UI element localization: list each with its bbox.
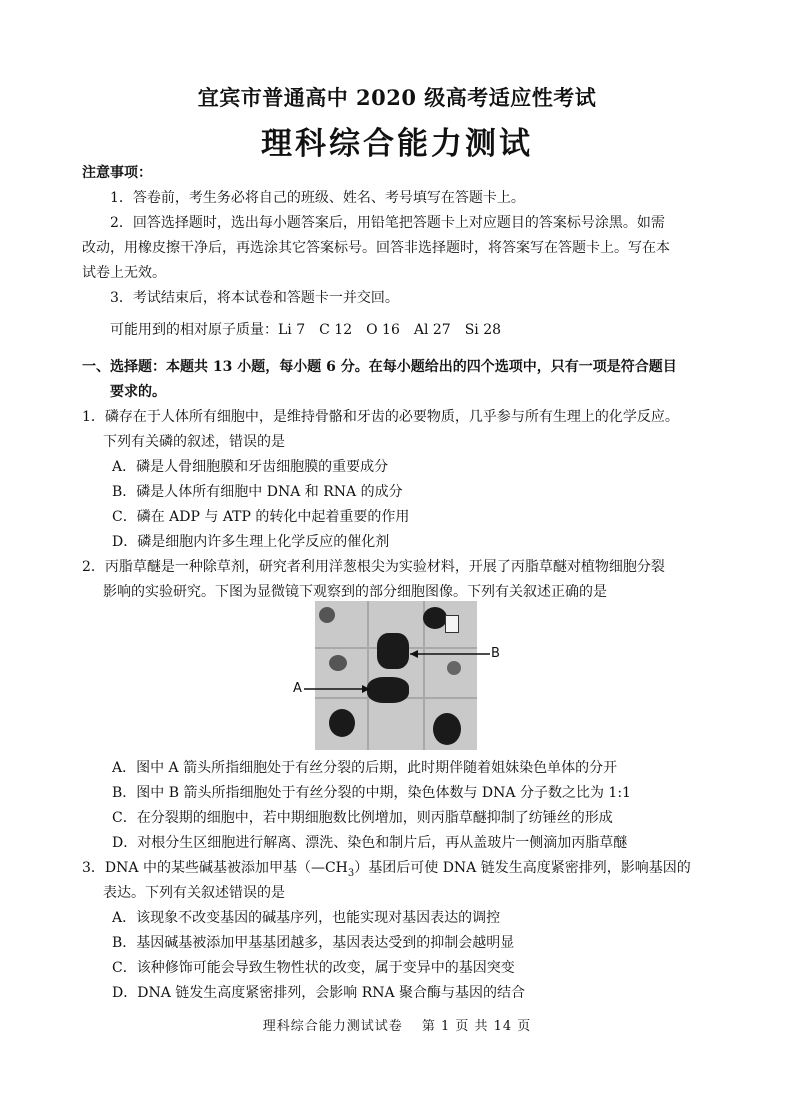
q1-stem-line2: 下列有关磷的叙述，错误的是 <box>103 434 285 450</box>
q1-option-a: A．磷是人骨细胞膜和牙齿细胞膜的重要成分 <box>112 459 389 475</box>
q2-option-c: C．在分裂期的细胞中，若中期细胞数比例增加，则丙脂草醚抑制了纺锤丝的形成 <box>112 810 613 826</box>
notes-item-2-line1: 2．回答选择题时，选出每小题答案后，用铅笔把答题卡上对应题目的答案标号涂黑。如需 <box>110 215 665 231</box>
notes-heading: 注意事项： <box>82 165 152 181</box>
notes-item-2-line3: 试卷上无效。 <box>82 265 166 281</box>
notes-item-1: 1．答卷前，考生务必将自己的班级、姓名、考号填写在答题卡上。 <box>110 190 525 206</box>
exam-title: 宜宾市普通高中 2020 级高考适应性考试 <box>197 85 597 110</box>
q1-option-c: C．磷在 ADP 与 ATP 的转化中起着重要的作用 <box>112 509 410 525</box>
q3-option-b: B．基因碱基被添加甲基基团越多，基因表达受到的抑制会越明显 <box>112 935 515 951</box>
figure-arrows <box>290 640 500 710</box>
section-heading-line2: 要求的。 <box>110 384 166 400</box>
figure-label-b: B <box>491 646 500 661</box>
notes-item-2-line2: 改动，用橡皮擦干净后，再选涂其它答案标号。回答非选择题时，将答案写在答题卡上。写在本 <box>82 240 670 256</box>
exam-subject-title: 理科综合能力测试 <box>261 126 533 162</box>
q3-option-c: C．该种修饰可能会导致生物性状的改变，属于变异中的基因突变 <box>112 960 515 976</box>
q3-stem-line1: 3．DNA 中的某些碱基被添加甲基$(—CH_3)$基团后可使 DNA 链发生高度紧密排列，影响基因的 <box>82 860 691 879</box>
q2-stem-line2: 影响的实验研究。下图为显微镜下观察到的部分细胞图像。下列有关叙述正确的是 <box>103 584 607 600</box>
q1-option-b: B．磷是人体所有细胞中 DNA 和 RNA 的成分 <box>112 484 403 500</box>
q1-stem-line1: 1．磷存在于人体所有细胞中，是维持骨骼和牙齿的必要物质，几乎参与所有生理上的化学反应。 <box>82 409 679 425</box>
q3-option-d: D．DNA 链发生高度紧密排列，会影响 RNA 聚合酶与基因的结合 <box>112 985 526 1001</box>
section-heading-line1: 一、选择题：本题共 13 小题，每小题 6 分。在每小题给出的四个选项中，只有一项是符合题目 <box>82 359 677 375</box>
q2-option-a: A．图中 A 箭头所指细胞处于有丝分裂的后期，此时期伴随着姐妹染色单体的分开 <box>112 760 618 776</box>
notes-item-3: 3．考试结束后，将本试卷和答题卡一并交回。 <box>110 290 399 306</box>
page-footer: 理科综合能力测试试卷 第 1 页 共 14 页 <box>262 1019 532 1034</box>
q2-stem-line1: 2．丙脂草醚是一种除草剂，研究者利用洋葱根尖为实验材料，开展了丙脂草醚对植物细胞分裂 <box>82 559 665 575</box>
q3-option-a: A．该现象不改变基因的碱基序列，也能实现对基因表达的调控 <box>112 910 501 926</box>
q1-option-d: D．磷是细胞内许多生理上化学反应的催化剂 <box>112 534 390 550</box>
q2-option-d: D．对根分生区细胞进行解离、漂洗、染色和制片后，再从盖玻片一侧滴加丙脂草醚 <box>112 835 628 851</box>
q3-stem-line2: 表达。下列有关叙述错误的是 <box>103 885 285 901</box>
q2-option-b: B．图中 B 箭头所指细胞处于有丝分裂的中期，染色体数与 DNA 分子数之比为 1:1 <box>112 785 631 801</box>
atomic-mass-line: 可能用到的相对原子质量：Li 7 C 12 O 16 Al 27 Si 28 <box>110 322 502 338</box>
figure-label-a: A <box>293 681 302 696</box>
